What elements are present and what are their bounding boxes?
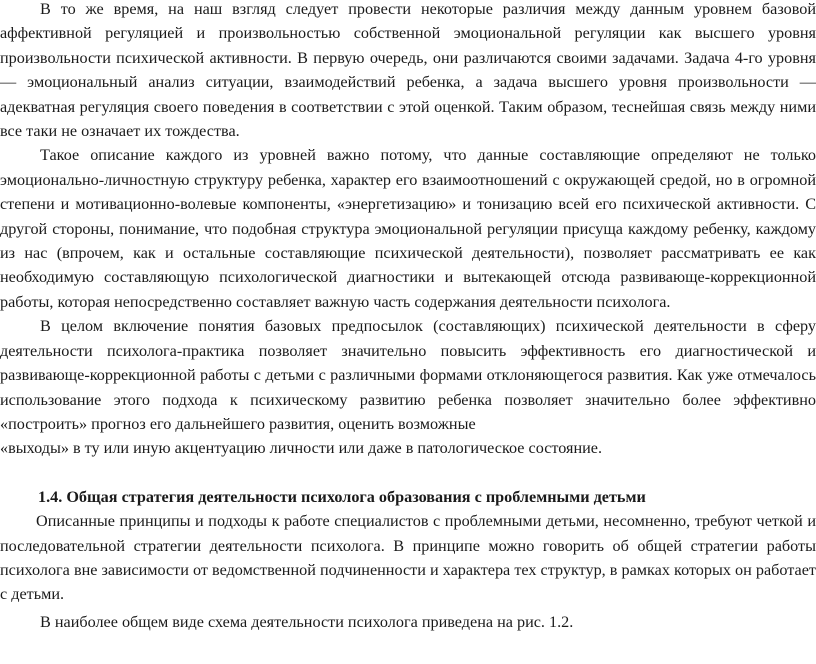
section-heading: 1.4. Общая стратегия деятельности психолога образования с проблемными детьми [38,487,646,506]
section-spacer [0,461,816,485]
paragraph-4: «выходы» в ту или иную акцентуацию личности или даже в патологическое состояние. [0,439,603,458]
section-paragraph-1: Описанные принципы и подходы к работе специалистов с проблемными детьми, несомненно, требуют четкой и последовательной стратегии деятельности психолога. В принципе можно говорить об общей стратегии работы психолога вне зависимости от ведомственной подчиненности и характера тех структур, в рамках которых он работает с детьми. [0,512,816,604]
paragraph-1: В то же время, на наш взгляд следует провести некоторые различия между данным уровнем базовой аффективной регуляцией и произвольностью собственной эмоциональной регуляции как высшего уровня произвольности психической активности. В первую очередь, они различаются своими задачами. Задача 4-го уровня — эмоциональный анализ ситуации, взаимодействий ребенка, а задача высшего уровня произвольности — адекватная регуляция своего поведения в соответствии с этой оценкой. Таким образом, теснейшая связь между ними все таки не означает их тождества. [0,0,816,141]
section-paragraph-2: В наиболее общем виде схема деятельности психолога приведена на рис. 1.2. [40,612,574,631]
paragraph-3: В целом включение понятия базовых предпосылок (составляющих) психической деятельности в сферу деятельности психолога-практика позволяет значительно повысить эффективность его диагностической и развивающе-коррекционной работы с детьми с различными формами отклоняющегося развития. Как уже отмечалось использование этого подхода к психическому развитию ребенка позволяет значительно более эффективно «построить» прогноз его дальнейшего развития, оценить возможные [0,317,816,433]
paragraph-2: Такое описание каждого из уровней важно потому, что данные составляющие определяют не только эмоционально-личностную структуру ребенка, характер его взаимоотношений с окружающей средой, но в огромной степени и мотивационно-волевые компоненты, «энергетизацию» и тонизацию всей его психической активности. С другой стороны, понимание, что подобная структура эмоциональной регуляции присуща каждому ребенку, каждому из нас (впрочем, как и остальные составляющие психической деятельности), позволяет рассматривать ее как необходимую составляющую психологической диагностики и вытекающей отсюда развивающе-коррекционной работы, которая непосредственно составляет важную часть содержания деятельности психолога. [0,146,816,311]
